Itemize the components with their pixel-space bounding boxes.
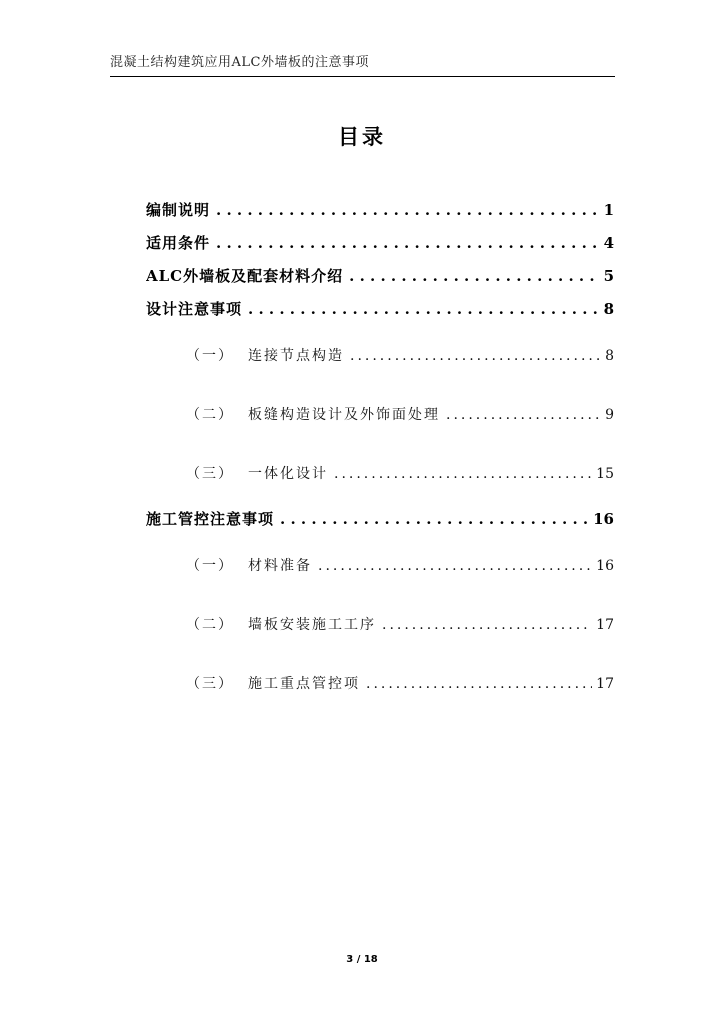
toc-entry-label: 设计注意事项 bbox=[146, 300, 243, 318]
page-number: 3 / 18 bbox=[346, 954, 378, 965]
toc-dot-leader bbox=[366, 676, 592, 692]
toc-entry-label: 一体化设计 bbox=[248, 466, 328, 482]
toc-entry-number: （二） bbox=[186, 617, 234, 633]
toc-entry-page: 17 bbox=[596, 676, 614, 692]
toc-title: 目录 bbox=[338, 124, 386, 149]
toc-entry-page: 5 bbox=[603, 267, 614, 285]
toc-entry-page: 8 bbox=[605, 348, 614, 364]
toc-subentry-key-control-items[interactable] bbox=[186, 673, 614, 693]
toc-entry-label: 墙板安装施工工序 bbox=[248, 617, 376, 633]
toc-entry-label: 适用条件 bbox=[146, 234, 211, 252]
toc-entry-label: 编制说明 bbox=[146, 201, 211, 219]
toc-subentry-joint-design[interactable] bbox=[186, 404, 614, 424]
toc-dot-leader bbox=[248, 300, 600, 318]
toc-entry-label: 连接节点构造 bbox=[248, 348, 344, 364]
toc-dot-leader bbox=[216, 201, 600, 219]
toc-entry-preparation-notes[interactable] bbox=[146, 199, 614, 220]
toc-entry-page: 8 bbox=[603, 300, 614, 318]
toc-entry-page: 9 bbox=[605, 407, 614, 423]
toc-entry-number: （三） bbox=[186, 676, 234, 692]
toc-entry-label: 施工重点管控项 bbox=[248, 676, 360, 692]
toc-entry-label: 施工管控注意事项 bbox=[146, 510, 275, 528]
toc-dot-leader bbox=[349, 267, 599, 285]
toc-entry-number: （三） bbox=[186, 466, 234, 482]
toc-dot-leader bbox=[446, 407, 601, 423]
toc-subentry-material-preparation[interactable] bbox=[186, 555, 614, 575]
header-divider bbox=[110, 76, 615, 77]
toc-entry-page: 16 bbox=[596, 558, 614, 574]
toc-entry-page: 15 bbox=[596, 466, 614, 482]
toc-subentry-connection-nodes[interactable] bbox=[186, 345, 614, 365]
toc-entry-page: 16 bbox=[593, 510, 614, 528]
toc-dot-leader bbox=[216, 234, 600, 252]
toc-dot-leader bbox=[334, 466, 592, 482]
toc-dot-leader bbox=[382, 617, 592, 633]
toc-entry-page: 17 bbox=[596, 617, 614, 633]
toc-entry-number: （一） bbox=[186, 558, 234, 574]
toc-entry-design-notes[interactable] bbox=[146, 298, 614, 319]
toc-dot-leader bbox=[280, 510, 589, 528]
toc-subentry-installation-procedure[interactable] bbox=[186, 614, 614, 634]
toc-entry-label: 板缝构造设计及外饰面处理 bbox=[248, 407, 440, 423]
toc-entry-construction-control[interactable] bbox=[146, 508, 614, 529]
toc-entry-number: （一） bbox=[186, 348, 234, 364]
toc-entry-page: 4 bbox=[603, 234, 614, 252]
toc-entry-page: 1 bbox=[603, 201, 614, 219]
toc-subentry-integrated-design[interactable] bbox=[186, 463, 614, 483]
toc-dot-leader bbox=[350, 348, 601, 364]
toc-dot-leader bbox=[318, 558, 592, 574]
toc-entry-number: （二） bbox=[186, 407, 234, 423]
running-header: 混凝土结构建筑应用ALC外墙板的注意事项 bbox=[110, 55, 369, 70]
toc-entry-alc-materials[interactable] bbox=[146, 265, 614, 286]
toc-entry-label: ALC外墙板及配套材料介绍 bbox=[146, 267, 344, 285]
toc-entry-applicable-conditions[interactable] bbox=[146, 232, 614, 253]
toc-entry-label: 材料准备 bbox=[248, 558, 312, 574]
